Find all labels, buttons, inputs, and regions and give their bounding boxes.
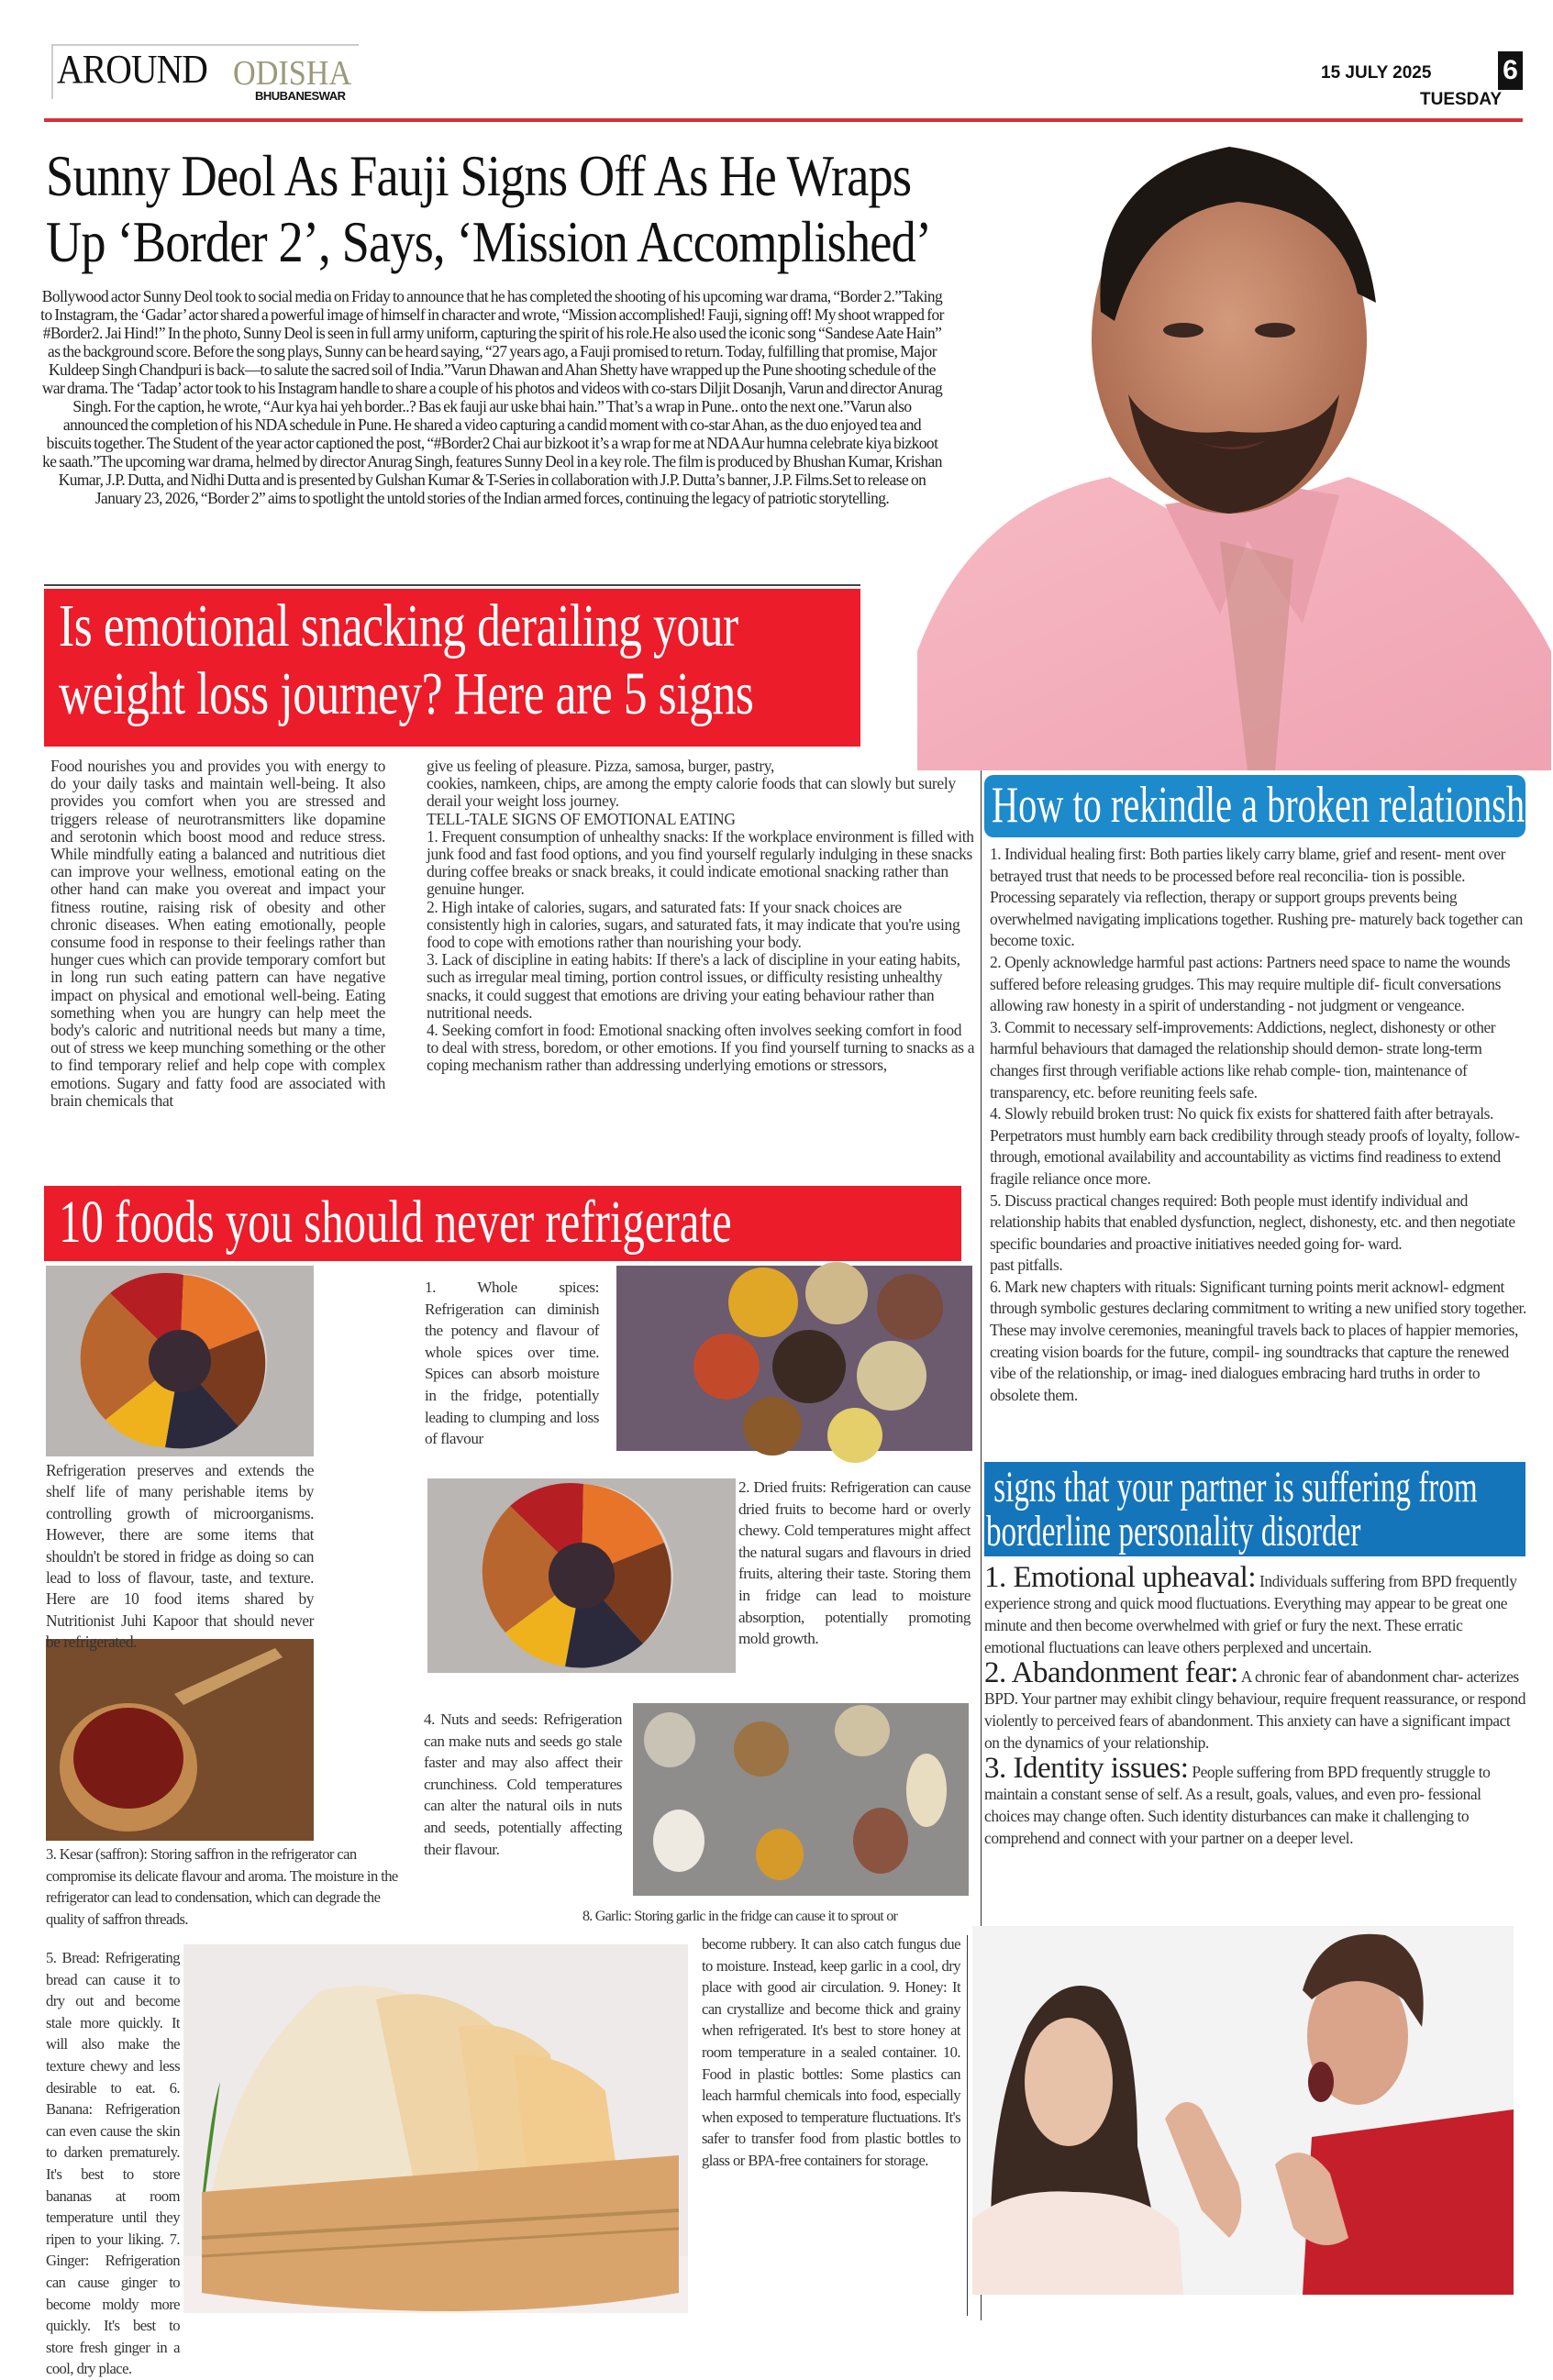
bpd-item [984, 1561, 1525, 1658]
nuts-and-seeds-photo [633, 1703, 969, 1896]
bpd-body [984, 1561, 1526, 1853]
rekindle-point: 4. Slowly rebuild broken trust: No quick fix exists for shattered faith after betrayals. Perpetrators must humbly earn back credibility through steady proofs of loyalty, follow-through, emotional availability and accountability as victims find readiness to extend fragile reliance once more. [990, 1104, 1520, 1188]
snacking-paragraph: cookies, namkeen, chips, are among the empty calorie foods that can slowly but surely derail your weight loss journey. [427, 774, 956, 811]
issue-date: 15 JULY 2025 [1321, 63, 1432, 83]
rekindle-point: 2. Openly acknowledge harmful past actions: Partners need space to name the wounds suffered before releasing grudges. This may require multiple dif- ficult conversations allowing raw honesty in a spirit of understanding - not judgment or vengeance. [990, 952, 1511, 1015]
bread-basket-photo [183, 1944, 688, 2313]
page-number: 6 [1498, 51, 1523, 90]
snacking-sign: 1. Frequent consumption of unhealthy snacks: If the workplace environment is filled with junk food and fast food options, and you find yourself regularly indulging in these snacks during coffee breaks or snack breaks, it could indicate emotional snacking rather than genuine hunger. [427, 826, 974, 899]
logo-around: AROUND [57, 47, 208, 92]
bpd-item-text: People suffering from BPD frequently struggle to maintain a constant sense of self. As a result, goals, values, and even pro- fessional choices may change often. Such identity disturbances can make it challenging to comprehend and connect with your partner on a deeper level. [984, 1763, 1491, 1847]
snacking-headline: Is emotional snacking derailing your weight loss journey? Here are 5 signs [59, 592, 754, 727]
food-item-dried-fruits: 2. Dried fruits: Refrigeration can cause dried fruits to become hard or overly chewy. Cold temperatures might affect the natural sugars and flavours in dried fruits, altering their taste. Storing them in fridge can lead to moisture absorption, potentially promoting mold growth. [738, 1478, 971, 1648]
rekindle-point: 6. Mark new chapters with rituals: Significant turning points merit acknowl- edgment through symbolic gestures declaring commitment to writing a new unified story together. These may involve ceremonies, meaningful travels back to places of happier memories, creating vision boards for the future, compil- ing soundtracks that capture the renewed vibe of the relationship, or imag- ined dialogues embracing hard truths in order to obsolete them. [990, 1277, 1526, 1404]
food-items-garlic-honey-plastic: become rubbery. It can also catch fungus due to moisture. Instead, keep garlic in a cool, dry place with good air circulation. 9. Honey: It can crystallize and become thick and grainy when refrigerated. It's best to store honey at room temperature in a sealed container. 10. Food in plastic bottles: Some plastics can leach harmful chemicals into food, especially when exposed to temperature fluctuations. It's safer to transfer food from plastic bottles to glass or BPA-free containers for storage. [702, 1935, 960, 2169]
snacking-subheading: TELL-TALE SIGNS OF EMOTIONAL EATING [427, 809, 736, 828]
bpd-headline [986, 1463, 1525, 1555]
rekindle-fragment: past pitfalls. [990, 1256, 1063, 1275]
saffron-photo [46, 1639, 314, 1841]
arguing-couple-photo [972, 1926, 1514, 2295]
food-item-saffron: 3. Kesar (saffron): Storing saffron in the refrigerator can compromise its delicate flavour and aroma. The moisture in the refrigerator can lead to condensation, which can degrade the quality of saffron threads. [46, 1845, 398, 1928]
bpd-item [984, 1656, 1526, 1754]
bpd-item-lead: 3. Identity issues: [984, 1752, 1189, 1785]
section-divider [44, 584, 860, 586]
dried-fruits-platter-photo-2 [427, 1478, 736, 1673]
rekindle-point: 1. Individual healing first: Both parties likely carry blame, grief and resent- ment over betrayed trust that needs to be processed before real reconcilia- tion is possible. Processing separately via reflection, therapy or support groups prevents being overwhelmed navigating implications together. Rushing pre- maturely back together can become toxic. [990, 845, 1523, 950]
rekindle-body [990, 844, 1526, 1406]
logo-city: BHUBANESWAR [255, 89, 346, 103]
snacking-column-1: Food nourishes you and provides you with energy to do your daily tasks and maintain well-being. It also provides you comfort when you are stressed and triggers release of neurotransmitters like dopamine and serotonin which boost mood and reduce stress. While mindfully eating a balanced and nutritious diet can improve your wellness, emotional eating on the other hand can make you overeat and impact your fitness routine, raising risk of obesity and other chronic diseases. When eating emotionally, people consume food in response to their feelings rather than hunger cues which can provide temporary comfort but in long run such eating pattern can have negative impact on physical and emotional well-being. Eating something when you are hungry can help meet the body's caloric and nutritional needs but many a time, out of stress we keep munching something or the other to find temporary relief and help cope with complex emotions. Sugary and fatty food are associated with brain chemicals that [50, 757, 385, 1110]
column-rule [967, 1935, 968, 2316]
bpd-item-lead: 2. Abandonment fear: [984, 1656, 1238, 1689]
issue-day: TUESDAY [1420, 90, 1503, 109]
bpd-headline-line2: borderline personality disorder [986, 1507, 1361, 1555]
bpd-headline-line1: signs that your partner is suffering from [986, 1463, 1478, 1511]
foods-intro: Refrigeration preserves and extends the shelf life of many perishable items by controlling growth of microorganisms. However, there are some items that shouldn't be stored in fridge as doing so can lead to loss of flavour, taste, and texture. Here are 10 food items shared by Nutritionist Juhi Kapoor that should never be refrigerated. [46, 1461, 314, 1652]
foods-headline: 10 foods you should never refrigerate [59, 1189, 732, 1256]
rekindle-headline: How to rekindle a broken relationship [992, 777, 1553, 834]
sunny-deol-photo [917, 138, 1551, 770]
snacking-column-2 [427, 758, 977, 1075]
bpd-item-text: A chronic fear of abandonment char- acterizes BPD. Your partner may exhibit clingy behaviour, require frequent reassurance, or respond violently to perceived fears of abandonment. This anxiety can have a significant impact on the dynamics of your relationship. [984, 1667, 1526, 1752]
bpd-item [984, 1752, 1525, 1849]
logo-odisha: ODISHA [233, 54, 352, 93]
food-items-bread-banana-ginger: 5. Bread: Refrigerating bread can cause it to dry out and become stale more quickly. It will also make the texture chewy and less desirable to eat. 6. Banana: Refrigeration can even cause the skin to darken prematurely. It's best to store bananas at room temperature until they ripen to your liking. 7. Ginger: Refrigeration can cause ginger to become moldy more quickly. It's best to store fresh ginger in a cool, dry place. [46, 1949, 180, 2378]
masthead-rule [44, 118, 1523, 122]
snacking-sign: 3. Lack of discipline in eating habits: If there's a lack of discipline in your eating habits, such as irregular meal timing, portion control issues, or difficulty resisting unhealthy snacks, it could suggest that emotions are driving your eating behaviour rather than nutritional needs. [427, 950, 960, 1022]
food-item-garlic-start: 8. Garlic: Storing garlic in the fridge can cause it to sprout or [582, 1908, 898, 1924]
food-item-nuts-seeds: 4. Nuts and seeds: Refrigeration can make nuts and seeds go stale faster and may also affect their crunchiness. Cold temperatures can alter the natural oils in nuts and seeds, potentially affecting their flavour. [424, 1710, 622, 1858]
bpd-item-text: Individuals suffering from BPD frequently experience strong and quick mood fluctuations. Everything may appear to be great one minute and then become overwhelmed with grief or fury the next. These erratic emotional fluctuations can leave others perplexed and uncertain. [984, 1572, 1517, 1656]
whole-spices-photo [616, 1266, 972, 1451]
snacking-sign: 2. High intake of calories, sugars, and saturated fats: If your snack choices are consistently high in calories, sugars, and saturated fats, it may indicate that you're using food to cope with emotions rather than nourishing your body. [427, 897, 960, 952]
snacking-paragraph: give us feeling of pleasure. Pizza, samosa, burger, pastry, [427, 757, 775, 775]
snacking-sign: 4. Seeking comfort in food: Emotional snacking often involves seeking comfort in food to deal with stress, boredom, or other emotions. If you find yourself turning to snacks as a coping mechanism rather than addressing underlying emotions or stressors, [427, 1021, 975, 1075]
rekindle-point: 5. Discuss practical changes required: Both people must identify individual and relationship habits that enabled dysfunction, neglect, dishonesty, etc. and then negotiate specific boundaries and proactive initiatives needed going for- ward. [990, 1190, 1515, 1253]
food-item-whole-spices: 1. Whole spices: Refrigeration can diminish the potency and flavour of whole spices over time. Spices can absorb moisture in the fridge, potentially leading to clumping and loss of flavour [425, 1279, 599, 1448]
sunny-headline: Sunny Deol As Fauji Signs Off As He Wraps Up ‘Border 2’, Says, ‘Mission Accomplished’ [46, 143, 932, 274]
sunny-article-body: Bollywood actor Sunny Deol took to social media on Friday to announce that he has completed the shooting of his upcoming war drama, “Border 2.”Taking to Instagram, the ‘Gadar’ actor shared a powerful image of himself in character and wrote, “Mission accomplished! Fauji, signing off! My shoot wrapped for #Border2. Jai Hind!” In the photo, Sunny Deol is seen in full army uniform, capturing the spirit of his role.He also used the iconic song “Sandese Aate Hain” as the background score. Before the song plays, Sunny can be heard saying, “27 years ago, a Fauji promised to return. Today, fulfilling that promise, Major Kuldeep Singh Chandpuri is back—to salute the sacred soil of India.”Varun Dhawan and Ahan Shetty have wrapped up the Pune shooting schedule of the war drama. The ‘Tadap’ actor took to his Instagram handle to share a couple of his photos and videos with co-stars Diljit Dosanjh, Varun and director Anurag Singh. For the caption, he wrote, “Aur kya hai yeh border..? Bas ek fauji aur uske bhai hain.” That’s a wrap in Pune.. onto the next one.”Varun also announced the completion of his NDA schedule in Pune. He shared a video capturing a candid moment with co-star Ahan, as the duo enjoyed tea and biscuits together. The Student of the year actor captioned the post, “#Border2 Chai aur bizkoot it’s a wrap for me at NDA Aur humna celebrate kiya bizkoot ke saath.”The upcoming war drama, helmed by director Anurag Singh, features Sunny Deol in a key role. The film is produced by Bhushan Kumar, Krishan Kumar, J.P. Dutta, and Nidhi Dutta and is presented by Gulshan Kumar & T-Series in collaboration with J.P. Dutta’s banner, J.P. Films.Set to release on January 23, 2026, “Border 2” aims to spotlight the untold stories of the Indian armed forces, continuing the legacy of patriotic storytelling. [40, 287, 944, 507]
dried-fruits-platter-photo [46, 1266, 314, 1456]
bpd-item-lead: 1. Emotional upheaval: [984, 1561, 1257, 1594]
rekindle-point: 3. Commit to necessary self-improvements: Addictions, neglect, dishonesty or other harmful behaviours that damaged the relationship should demon- strate long-term changes first through verifiable actions like rehab comple- tion, maintenance of transparency, etc. before reuniting feels safe. [990, 1017, 1496, 1101]
